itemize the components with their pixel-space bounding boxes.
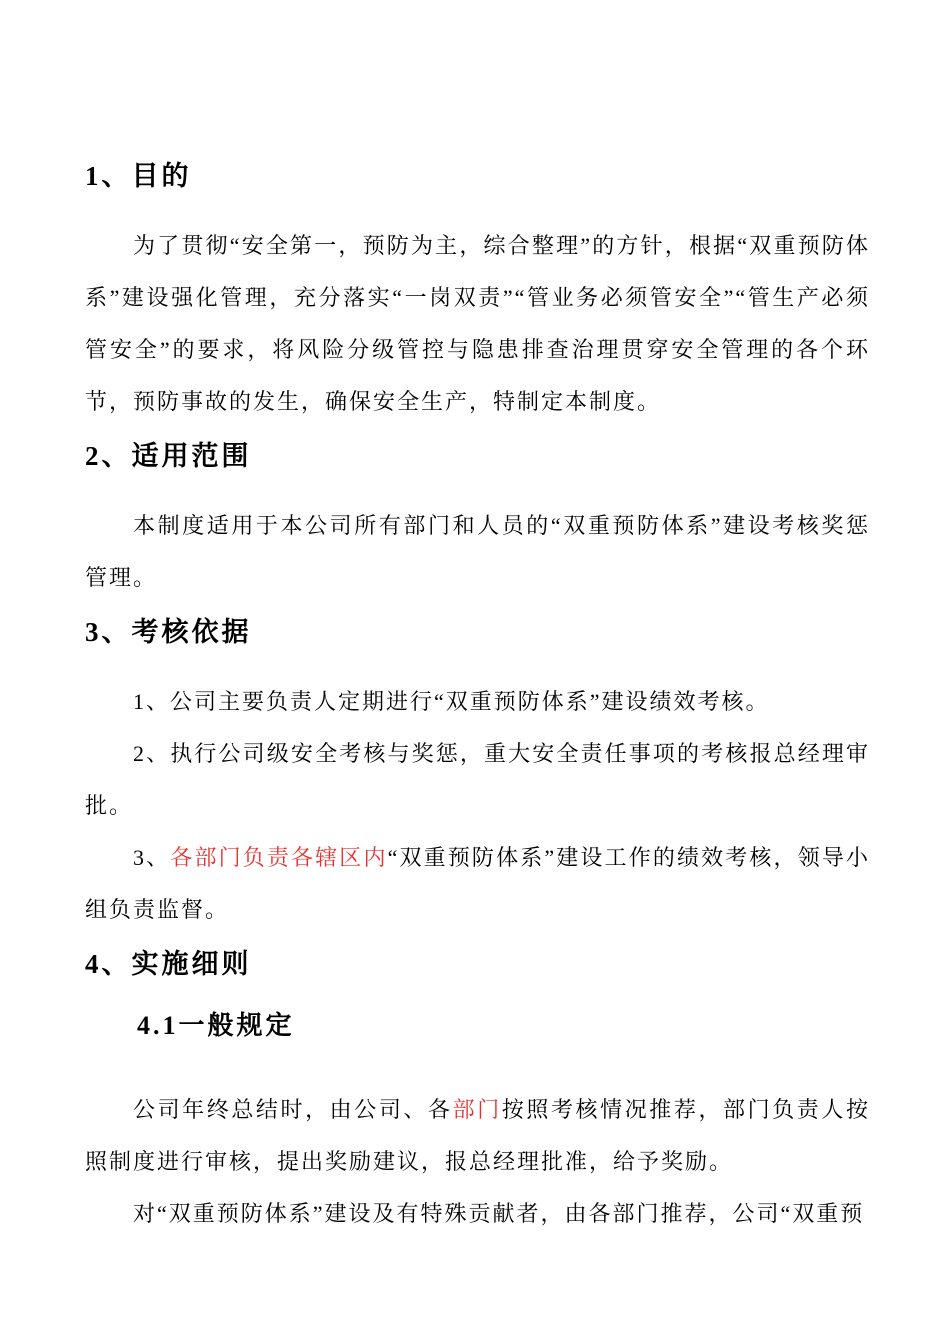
paragraph: [85, 220, 870, 428]
section-purpose: [85, 158, 870, 428]
paragraph-truncated: [85, 1188, 870, 1240]
text-run: 2、执行公司级安全考核与奖惩，重大安全责任事项的考核报总经理审批。: [85, 741, 870, 818]
text-run: “双重预防体系”建设工作的绩效考核，领导小组负责监督。: [85, 845, 870, 922]
highlighted-text-run: 部门: [452, 1097, 502, 1122]
text-run: 为了贯彻“安全第一，预防为主，综合整理”的方针，根据“双重预防体系”建设强化管理，充分落实“一岗双责”“管业务必须管安全”“管生产必须管安全”的要求，将风险分级管控与隐患排查治理贯穿安全管理的各个环节，预防事故的发生，确保安全生产，特制定本制度。: [85, 233, 870, 414]
text-run: 公司年终总结时，由公司、各: [133, 1097, 453, 1122]
section-implementation-rules: [85, 946, 870, 1240]
text-run: 对“双重预防体系”建设及有特殊贡献者，由各部门推荐，公司“双重预: [133, 1201, 865, 1226]
text-run: 3、: [133, 845, 171, 870]
section-heading-assessment-basis: 3、考核依据: [85, 617, 252, 647]
paragraph: [85, 1084, 870, 1188]
section-heading-purpose: 1、目的: [85, 161, 192, 191]
section-heading-implementation-rules: 4、实施细则: [85, 949, 252, 979]
section-scope: [85, 438, 870, 604]
section-assessment-basis: [85, 614, 870, 936]
highlighted-text-run: 各部门负责各辖区内: [170, 845, 388, 870]
list-item-2: [85, 728, 870, 832]
list-item-1: [85, 676, 870, 728]
list-item-3: [85, 832, 870, 936]
text-run: 1、公司主要负责人定期进行“双重预防体系”建设绩效考核。: [133, 689, 770, 714]
text-run: 本制度适用于本公司所有部门和人员的“双重预防体系”建设考核奖惩管理。: [85, 513, 870, 590]
section-heading-scope: 2、适用范围: [85, 441, 252, 471]
subsection-heading-general-rules: 4.1一般规定: [137, 1011, 295, 1040]
paragraph: [85, 500, 870, 604]
text-run: 按照考核情况推荐，部门负责人按照制度进行审核，提出奖励建议，报总经理批准，给予奖励。: [85, 1097, 870, 1174]
